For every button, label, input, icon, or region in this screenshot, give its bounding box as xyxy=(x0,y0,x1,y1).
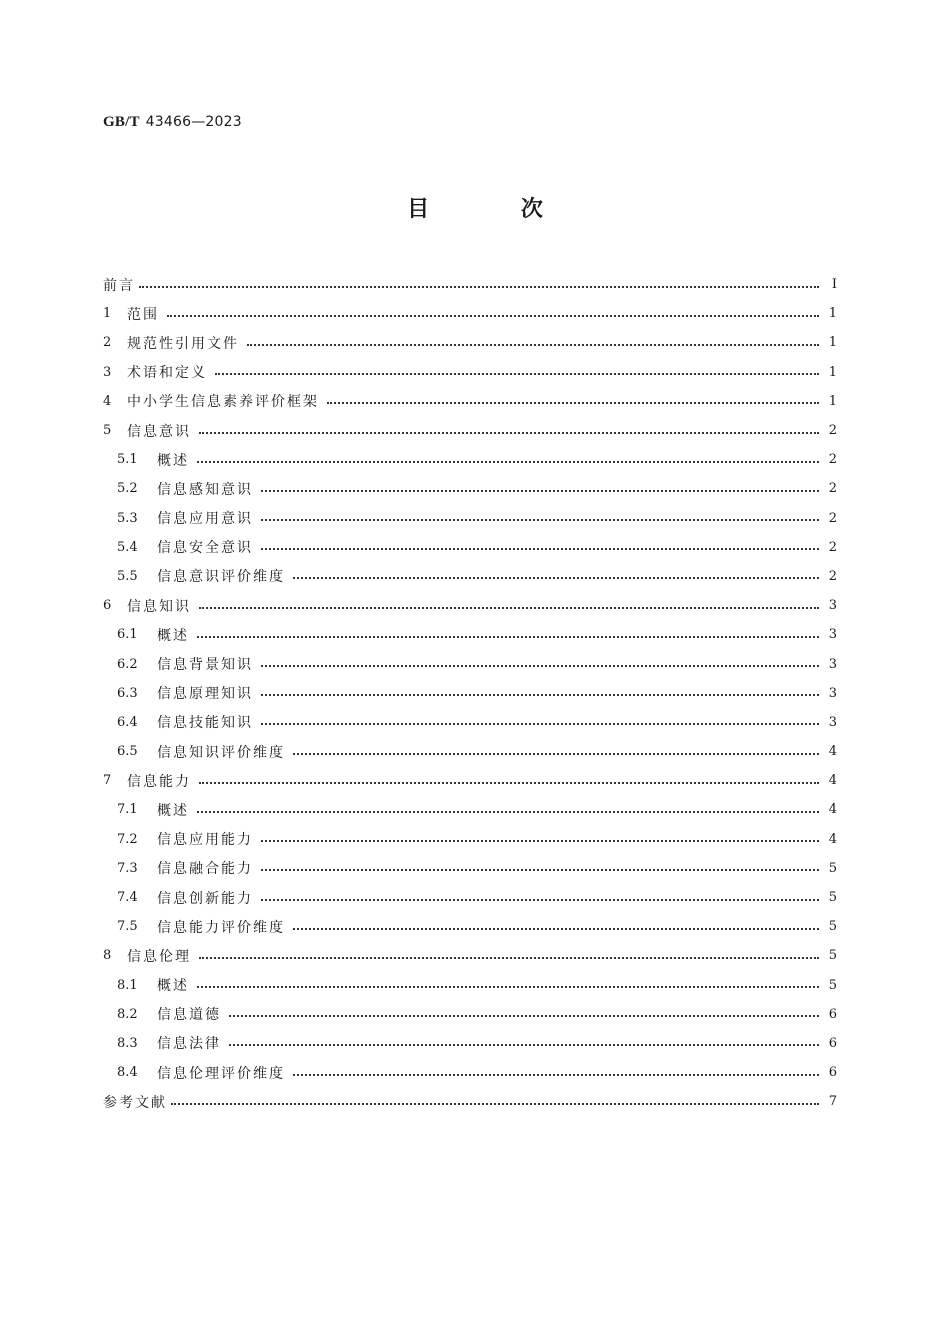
toc-entry-label: 信息技能知识 xyxy=(157,715,253,732)
toc-entry-number: 7.5 xyxy=(117,919,138,935)
dot-leader xyxy=(261,694,819,696)
toc-entry-7-2[interactable] xyxy=(103,825,837,854)
toc-entry-page: 5 xyxy=(828,860,837,876)
dot-leader xyxy=(139,286,819,288)
dot-leader xyxy=(293,577,819,579)
toc-entry-page: 4 xyxy=(828,773,837,789)
toc-entry-label: 信息感知意识 xyxy=(157,481,253,498)
toc-entry-number: 4 xyxy=(103,393,112,409)
toc-entry-page: 6 xyxy=(828,1035,837,1051)
toc-entry-page: 5 xyxy=(828,948,837,964)
toc-entry-label: 参考文献 xyxy=(103,1094,167,1111)
dot-leader xyxy=(229,1044,819,1046)
toc-title: 目 次 xyxy=(407,197,585,222)
dot-leader xyxy=(197,986,819,988)
toc-entry-7-5[interactable] xyxy=(103,912,837,941)
toc-entry-1[interactable] xyxy=(103,299,837,328)
toc-entry-page: 2 xyxy=(828,452,837,468)
toc-entry-6[interactable] xyxy=(103,591,837,620)
toc-entry-page: 4 xyxy=(828,831,837,847)
toc-entry-number: 8 xyxy=(103,948,112,964)
toc-entry-label: 信息知识 xyxy=(127,598,191,615)
toc-entry-label: 信息应用意识 xyxy=(157,511,253,528)
dot-leader xyxy=(261,665,819,667)
dot-leader xyxy=(199,432,819,434)
toc-entry-number: 7.2 xyxy=(117,831,138,847)
toc-entry-2[interactable] xyxy=(103,328,837,357)
toc-entry-7[interactable] xyxy=(103,766,837,795)
toc-entry-label: 范围 xyxy=(127,306,159,323)
toc-entry-page: 5 xyxy=(828,890,837,906)
toc-entry-label: 信息能力 xyxy=(127,773,191,790)
toc-entry-page: 2 xyxy=(828,568,837,584)
toc-entry-label: 信息应用能力 xyxy=(157,832,253,849)
toc-entry-5-1[interactable] xyxy=(103,445,837,474)
dot-leader xyxy=(199,607,819,609)
toc-entry-page: 3 xyxy=(828,714,837,730)
toc-entry-number: 6 xyxy=(103,598,112,614)
toc-entry-3[interactable] xyxy=(103,358,837,387)
dot-leader xyxy=(199,957,819,959)
toc-entry-number: 7.4 xyxy=(117,890,138,906)
dot-leader xyxy=(261,490,819,492)
toc-entry-page: 6 xyxy=(828,1065,837,1081)
toc-entry-page: 4 xyxy=(828,802,837,818)
document-code xyxy=(103,114,242,131)
toc-entry-label: 信息知识评价维度 xyxy=(157,744,285,761)
toc-entry-label: 信息原理知识 xyxy=(157,686,253,703)
dot-leader xyxy=(167,315,819,317)
toc-entry-page: 4 xyxy=(828,744,837,760)
toc-entry-label: 概述 xyxy=(157,627,189,644)
toc-entry-label: 信息背景知识 xyxy=(157,657,253,674)
dot-leader xyxy=(261,899,819,901)
toc-entry-number: 6.3 xyxy=(117,685,138,701)
toc-entry-number: 1 xyxy=(103,306,112,322)
toc-entry-number: 5.4 xyxy=(117,539,138,555)
dot-leader xyxy=(197,636,819,638)
dot-leader xyxy=(171,1103,819,1105)
toc-entry-page: 2 xyxy=(828,510,837,526)
dot-leader xyxy=(261,840,819,842)
dot-leader xyxy=(261,548,819,550)
toc-entry-label: 信息意识 xyxy=(127,423,191,440)
toc-entry-4[interactable] xyxy=(103,387,837,416)
toc-entry-8-4[interactable] xyxy=(103,1058,837,1087)
toc-entry-page: 5 xyxy=(828,919,837,935)
toc-entry-label: 信息创新能力 xyxy=(157,890,253,907)
toc-entry-number: 5.1 xyxy=(117,452,138,468)
toc-entry-6-4[interactable] xyxy=(103,708,837,737)
dot-leader xyxy=(261,519,819,521)
toc-entry-page: 1 xyxy=(828,364,837,380)
toc-entry-number: 2 xyxy=(103,335,112,351)
toc-entry-number: 6.1 xyxy=(117,627,138,643)
toc-entry-7-1[interactable] xyxy=(103,795,837,824)
toc-entry-number: 6.5 xyxy=(117,744,138,760)
toc-entry-label: 信息法律 xyxy=(157,1036,221,1053)
toc-entry-number: 5.5 xyxy=(117,568,138,584)
toc-entry-page: 6 xyxy=(828,1006,837,1022)
toc-entry-label: 信息伦理评价维度 xyxy=(157,1065,285,1082)
toc-entry-number: 5.2 xyxy=(117,481,138,497)
table-of-contents xyxy=(103,270,837,1116)
toc-entry-number: 7.3 xyxy=(117,860,138,876)
toc-entry-label: 前言 xyxy=(103,277,135,294)
toc-entry-number: 6.2 xyxy=(117,656,138,672)
standard-number: 43466—2023 xyxy=(145,114,242,130)
dot-leader xyxy=(293,753,819,755)
toc-entry-number: 8.4 xyxy=(117,1065,138,1081)
toc-entry-foreword[interactable] xyxy=(103,270,837,299)
toc-entry-references[interactable] xyxy=(103,1087,837,1116)
toc-entry-number: 8.2 xyxy=(117,1006,138,1022)
toc-entry-5-3[interactable] xyxy=(103,504,837,533)
toc-entry-label: 信息意识评价维度 xyxy=(157,569,285,586)
dot-leader xyxy=(199,782,819,784)
toc-entry-page: Ⅰ xyxy=(831,277,837,293)
toc-entry-label: 信息融合能力 xyxy=(157,861,253,878)
toc-entry-8-1[interactable] xyxy=(103,971,837,1000)
dot-leader xyxy=(293,928,819,930)
toc-entry-label: 概述 xyxy=(157,452,189,469)
toc-entry-number: 8.3 xyxy=(117,1035,138,1051)
toc-entry-number: 5.3 xyxy=(117,510,138,526)
toc-entry-8-2[interactable] xyxy=(103,1000,837,1029)
toc-entry-page: 1 xyxy=(828,306,837,322)
toc-entry-label: 信息能力评价维度 xyxy=(157,919,285,936)
toc-entry-8-3[interactable] xyxy=(103,1029,837,1058)
toc-entry-page: 2 xyxy=(828,539,837,555)
standard-prefix: GB/T xyxy=(103,114,140,130)
dot-leader xyxy=(261,869,819,871)
toc-entry-number: 6.4 xyxy=(117,714,138,730)
toc-entry-6-5[interactable] xyxy=(103,737,837,766)
toc-entry-number: 7.1 xyxy=(117,802,138,818)
toc-entry-5[interactable] xyxy=(103,416,837,445)
toc-entry-page: 1 xyxy=(828,335,837,351)
dot-leader xyxy=(197,461,819,463)
toc-entry-label: 概述 xyxy=(157,802,189,819)
toc-entry-label: 信息伦理 xyxy=(127,948,191,965)
toc-entry-label: 术语和定义 xyxy=(127,365,207,382)
toc-entry-6-2[interactable] xyxy=(103,649,837,678)
toc-entry-page: 3 xyxy=(828,598,837,614)
dot-leader xyxy=(197,811,819,813)
toc-entry-page: 5 xyxy=(828,977,837,993)
dot-leader xyxy=(261,723,819,725)
dot-leader xyxy=(229,1015,819,1017)
toc-entry-6-1[interactable] xyxy=(103,620,837,649)
toc-entry-label: 概述 xyxy=(157,978,189,995)
dot-leader xyxy=(247,344,819,346)
toc-entry-page: 3 xyxy=(828,685,837,701)
toc-entry-7-4[interactable] xyxy=(103,883,837,912)
toc-entry-8[interactable] xyxy=(103,941,837,970)
toc-entry-page: 7 xyxy=(828,1094,837,1110)
toc-entry-page: 2 xyxy=(828,481,837,497)
toc-entry-page: 2 xyxy=(828,423,837,439)
toc-entry-page: 3 xyxy=(828,627,837,643)
toc-entry-label: 信息安全意识 xyxy=(157,540,253,557)
toc-entry-label: 信息道德 xyxy=(157,1007,221,1024)
dot-leader xyxy=(327,402,819,404)
toc-entry-5-5[interactable] xyxy=(103,562,837,591)
toc-entry-page: 1 xyxy=(828,393,837,409)
toc-entry-number: 3 xyxy=(103,364,112,380)
toc-entry-6-3[interactable] xyxy=(103,679,837,708)
dot-leader xyxy=(293,1074,819,1076)
toc-entry-number: 8.1 xyxy=(117,977,138,993)
toc-entry-page: 3 xyxy=(828,656,837,672)
toc-entry-label: 中小学生信息素养评价框架 xyxy=(127,394,319,411)
toc-entry-7-3[interactable] xyxy=(103,854,837,883)
toc-entry-number: 7 xyxy=(103,773,112,789)
toc-entry-5-2[interactable] xyxy=(103,474,837,503)
dot-leader xyxy=(215,373,819,375)
toc-entry-label: 规范性引用文件 xyxy=(127,335,239,352)
toc-entry-number: 5 xyxy=(103,423,112,439)
toc-entry-5-4[interactable] xyxy=(103,533,837,562)
